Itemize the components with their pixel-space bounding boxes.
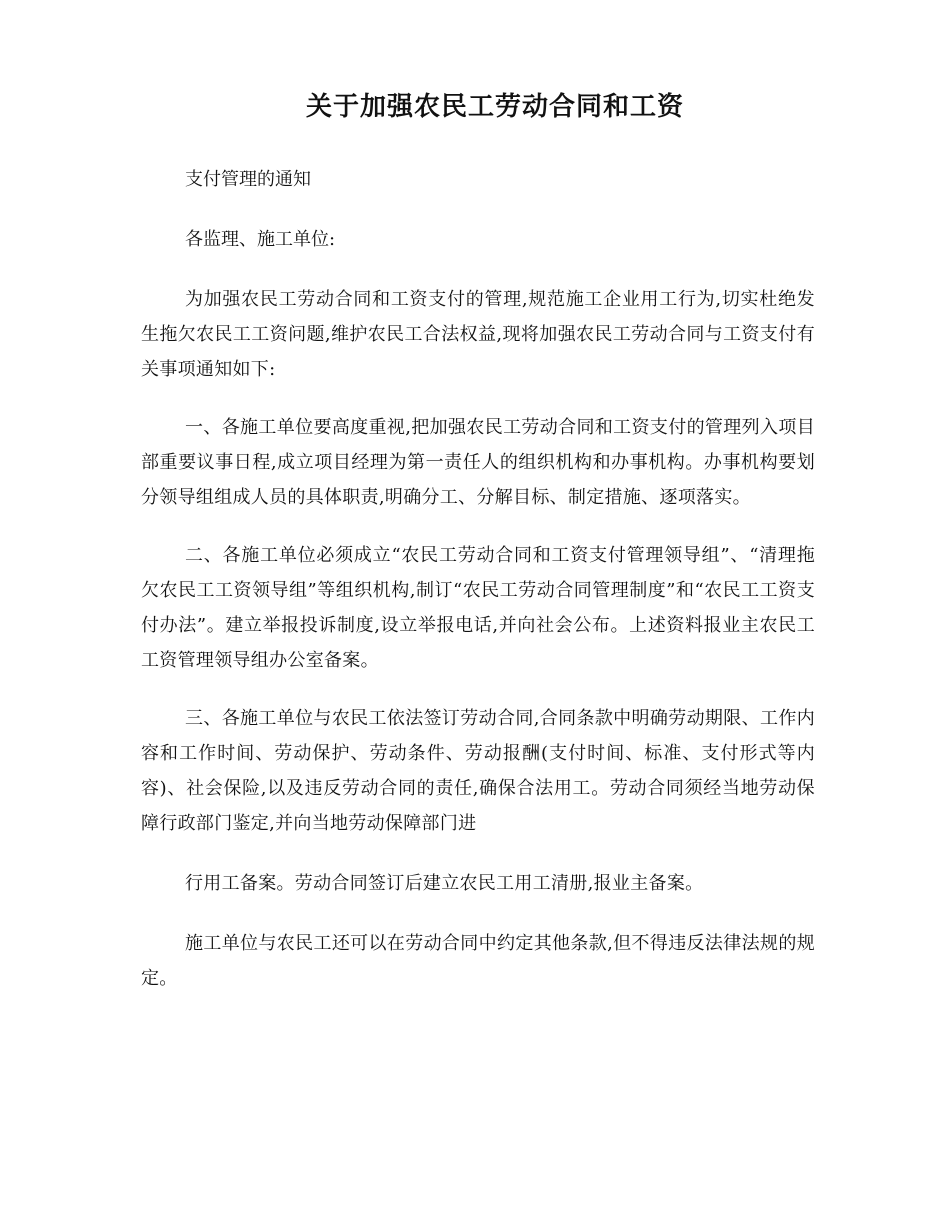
document-title: 关于加强农民工劳动合同和工资 [305, 92, 684, 122]
title-continuation: 支付管理的通知 [185, 169, 311, 190]
paragraph-item-2: 二、各施工单位必须成立“农民工劳动合同和工资支付管理领导组”、“清理拖欠农民工工资领导组”等组织机构,制订“农民工劳动合同管理制度”和“农民工工资支付办法”。建立举报投诉制度,设立举报电话,并向社会公布。上述资料报业主农民工工资管理领导组办公室备案。 [141, 545, 815, 671]
paragraph-intro: 为加强农民工劳动合同和工资支付的管理,规范施工企业用工行为,切实杜绝发生拖欠农民工工资问题,维护农民工合法权益,现将加强农民工劳动合同与工资支付有关事项通知如下: [141, 289, 815, 380]
paragraph-item-1: 一、各施工单位要高度重视,把加强农民工劳动合同和工资支付的管理列入项目部重要议事日程,成立项目经理为第一责任人的组织机构和办事机构。办事机构要划分领导组组成人员的具体职责,明确分工、分解目标、制定措施、逐项落实。 [141, 417, 815, 508]
paragraph-item-3-continued: 行用工备案。劳动合同签订后建立农民工用工清册,报业主备案。 [185, 873, 704, 894]
paragraph-closing: 施工单位与农民工还可以在劳动合同中约定其他条款,但不得违反法律法规的规定。 [141, 933, 815, 989]
salutation: 各监理、施工单位: [185, 229, 336, 250]
paragraph-item-3: 三、各施工单位与农民工依法签订劳动合同,合同条款中明确劳动期限、工作内容和工作时间、劳动保护、劳动条件、劳动报酬(支付时间、标准、支付形式等内容)、社会保险,以及违反劳动合同的责任,确保合法用工。劳动合同须经当地劳动保障行政部门鉴定,并向当地劳动保障部门进 [141, 708, 815, 834]
